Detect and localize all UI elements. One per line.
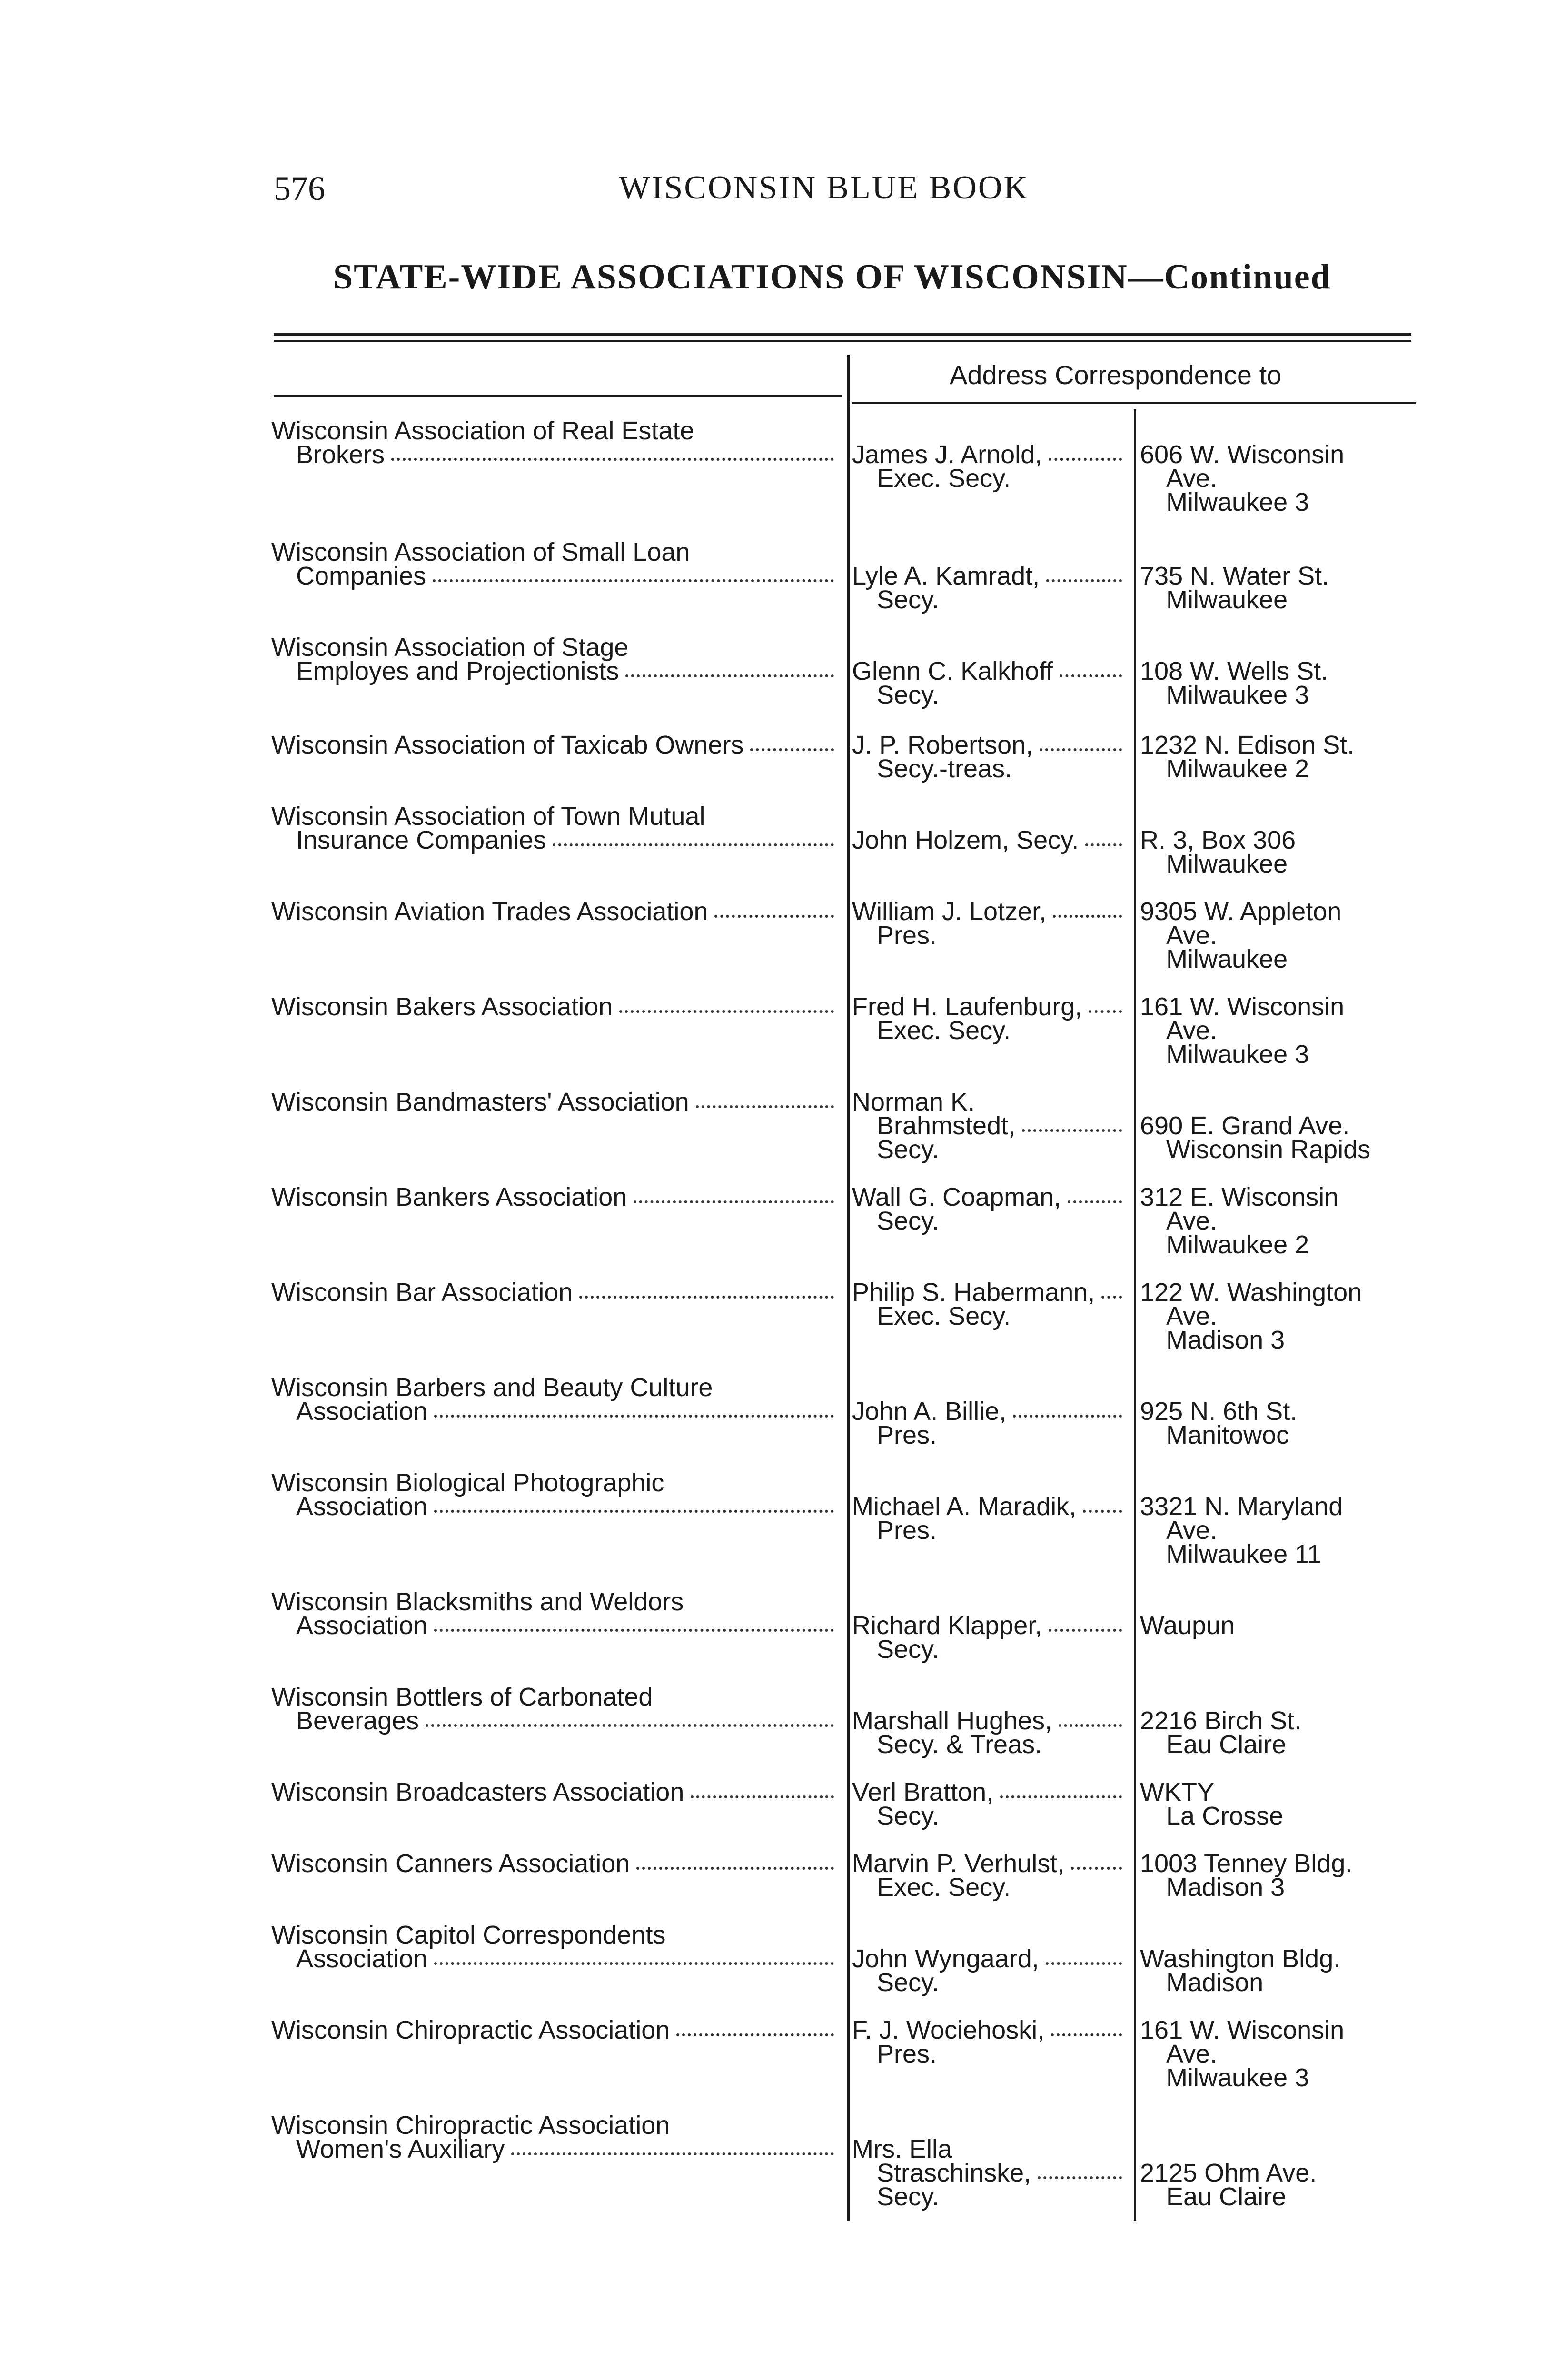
address-line: Milwaukee [1166, 850, 1288, 878]
address-cell [1140, 1849, 1521, 1902]
table-row [0, 2113, 1546, 2209]
association-name-line: Wisconsin Association of Real Estate [271, 416, 694, 445]
association-name-line: Association [296, 1611, 428, 1640]
dot-leader [1068, 1185, 1122, 1203]
officer-cell [852, 1088, 1126, 1164]
officer-cell [852, 1185, 1126, 1233]
table-row [0, 1185, 1546, 1280]
dot-leader [714, 900, 834, 918]
address-line: Eau Claire [1166, 2182, 1287, 2211]
address-line: Milwaukee [1166, 945, 1288, 973]
officer-line [852, 1730, 1126, 1759]
dot-leader [1085, 828, 1122, 846]
officer-line [852, 1185, 1126, 1209]
officer-line [852, 1135, 1126, 1164]
table-row [0, 897, 1546, 995]
table-row [0, 1280, 1546, 1376]
officer-line [852, 897, 1126, 926]
officer-cell [852, 2137, 1126, 2209]
address-cell [1140, 564, 1521, 612]
officer-text: Secy. [877, 1207, 940, 1235]
association-name [271, 416, 838, 469]
officer-line [852, 1090, 1126, 1114]
association-name [271, 1923, 838, 1971]
association-name-line: Wisconsin Chiropractic Association [271, 2016, 670, 2044]
running-title: WISCONSIN BLUE BOOK [619, 169, 1029, 206]
section-title: STATE-WIDE ASSOCIATIONS OF WISCONSIN—Continued [333, 258, 1331, 297]
officer-text: Philip S. Habermann, [852, 1278, 1095, 1307]
table-row [0, 1090, 1546, 1185]
table-row [0, 1685, 1546, 1780]
officer-line [852, 1111, 1126, 1140]
address-line: Milwaukee 2 [1166, 1230, 1309, 1259]
association-name-line-wrap [271, 828, 838, 852]
officer-text: Michael A. Maradik, [852, 1492, 1077, 1521]
address-line: 690 E. Grand Ave. [1140, 1111, 1350, 1140]
address-cell [1140, 733, 1521, 781]
officer-text: Secy. [877, 1802, 940, 1830]
officer-line [852, 1968, 1126, 1997]
officer-line [852, 1278, 1126, 1307]
dot-leader [1046, 564, 1122, 582]
column-header-address: Address Correspondence to [950, 360, 1282, 390]
officer-cell [852, 897, 1126, 950]
table-row [0, 1923, 1546, 2018]
association-name-line-wrap [271, 1611, 838, 1640]
dot-leader [1053, 900, 1122, 918]
officer-text: John A. Billie, [852, 1397, 1007, 1426]
officer-line [852, 2137, 1126, 2161]
officer-line [852, 828, 1126, 852]
officer-line [852, 1706, 1126, 1735]
officer-cell [852, 1944, 1126, 1997]
address-cell [1140, 1111, 1521, 1164]
table-row [0, 1587, 1546, 1685]
officer-text: J. P. Robertson, [852, 731, 1033, 759]
officer-line [852, 1873, 1126, 1902]
address-line: R. 3, Box 306 [1140, 826, 1296, 854]
association-name-line: Wisconsin Bankers Association [271, 1183, 627, 1211]
officer-text: William J. Lotzer, [852, 897, 1047, 926]
association-name [271, 1185, 838, 1209]
dot-leader [1071, 1852, 1122, 1870]
address-cell [1140, 1492, 1521, 1568]
dot-leader [434, 1495, 834, 1513]
dot-leader [696, 1090, 834, 1108]
association-name [271, 1780, 838, 1804]
association-name-line: Wisconsin Aviation Trades Association [271, 897, 708, 926]
address-line: 925 N. 6th St. [1140, 1397, 1298, 1426]
officer-text: Secy.-treas. [877, 754, 1012, 783]
association-name-line: Brokers [296, 440, 385, 469]
association-name-line: Employes and Projectionists [296, 657, 619, 685]
address-line: 161 W. Wisconsin [1140, 2016, 1345, 2044]
table-row [0, 635, 1546, 731]
officer-line [852, 1849, 1126, 1878]
address-line: Ave. [1166, 1207, 1218, 1235]
officer-cell [852, 659, 1126, 707]
officer-cell [852, 1849, 1126, 1902]
officer-line [852, 1516, 1126, 1545]
officer-text: Pres. [877, 921, 937, 950]
address-cell [1140, 1706, 1521, 1759]
association-name-line: Wisconsin Chiropractic Association [271, 2111, 670, 2140]
address-line: Madison 3 [1166, 1873, 1285, 1902]
officer-line [852, 440, 1126, 469]
dot-leader [511, 2137, 834, 2155]
address-line: 312 E. Wisconsin [1140, 1183, 1339, 1211]
dot-leader [433, 564, 834, 582]
officer-text: Secy. [877, 1968, 940, 1997]
address-cell [1140, 1780, 1521, 1828]
dot-leader [619, 995, 834, 1013]
name-column-header-rule [274, 395, 842, 397]
address-cell [1140, 1611, 1521, 1640]
association-name-line: Wisconsin Bottlers of Carbonated [271, 1683, 653, 1711]
dot-leader [579, 1280, 834, 1299]
page-number: 576 [274, 169, 325, 208]
association-name-line: Wisconsin Capitol Correspondents [271, 1921, 666, 1949]
officer-line [852, 1016, 1126, 1045]
address-cell [1140, 897, 1521, 973]
table-row [0, 540, 1546, 635]
association-name-line: Wisconsin Barbers and Beauty Culture [271, 1373, 713, 1402]
address-line: Ave. [1166, 464, 1218, 493]
address-line: Madison [1166, 1968, 1264, 1997]
dot-leader [553, 828, 834, 846]
officer-line [852, 1780, 1126, 1804]
address-line: Wisconsin Rapids [1166, 1135, 1371, 1164]
association-name-line: Wisconsin Biological Photographic [271, 1468, 664, 1497]
officer-text: Secy. [877, 1135, 940, 1164]
officer-text: Marshall Hughes, [852, 1706, 1052, 1735]
address-line: Ave. [1166, 1302, 1218, 1330]
officer-text: Richard Klapper, [852, 1611, 1042, 1640]
address-line: Ave. [1166, 1516, 1218, 1545]
association-name-line: Wisconsin Canners Association [271, 1849, 630, 1878]
association-name [271, 897, 838, 926]
address-cell [1140, 2018, 1521, 2090]
officer-text: Wall G. Coapman, [852, 1183, 1061, 1211]
address-line: 1003 Tenney Bldg. [1140, 1849, 1353, 1878]
dot-leader [1040, 733, 1122, 751]
table-top-rule-lower [274, 340, 1411, 342]
officer-cell [852, 440, 1126, 493]
address-line: 3321 N. Maryland [1140, 1492, 1343, 1521]
officer-text: Lyle A. Kamradt, [852, 562, 1040, 590]
address-line: La Crosse [1166, 1802, 1284, 1830]
officer-cell [852, 1280, 1126, 1328]
association-name [271, 1090, 838, 1114]
officer-text: Exec. Secy. [877, 464, 1011, 493]
association-name-line: Wisconsin Bakers Association [271, 992, 613, 1021]
dot-leader [1013, 1399, 1122, 1418]
association-name-line: Companies [296, 562, 426, 590]
dot-leader [676, 2018, 834, 2036]
officer-line [852, 921, 1126, 950]
dot-leader [426, 1709, 834, 1727]
officer-text: Secy. & Treas. [877, 1730, 1042, 1759]
association-name [271, 992, 838, 1021]
association-name [271, 804, 838, 852]
association-name-line-wrap [271, 659, 838, 683]
officer-line [852, 464, 1126, 493]
officer-line [852, 1209, 1126, 1233]
officer-line [852, 1304, 1126, 1328]
address-column-header-rule [852, 402, 1416, 404]
officer-cell [852, 733, 1126, 781]
address-cell [1140, 2161, 1521, 2209]
dot-leader [1060, 659, 1122, 677]
dot-leader [1083, 1495, 1122, 1513]
address-line: Milwaukee 3 [1166, 2063, 1309, 2092]
association-name-line: Insurance Companies [296, 826, 546, 854]
address-cell [1140, 992, 1521, 1069]
officer-line [852, 992, 1126, 1021]
officer-cell [852, 2018, 1126, 2066]
officer-cell [852, 1611, 1126, 1664]
officer-cell [852, 992, 1126, 1045]
association-name-line-wrap [271, 564, 838, 588]
officer-text: Secy. [877, 1635, 940, 1664]
address-line: 161 W. Wisconsin [1140, 992, 1345, 1021]
association-name-line: Wisconsin Bandmasters' Association [271, 1088, 689, 1116]
association-name [271, 1373, 838, 1426]
officer-text: Secy. [877, 2182, 940, 2211]
dot-leader [1089, 995, 1122, 1013]
officer-cell [852, 828, 1126, 852]
officer-line [852, 1635, 1126, 1664]
officer-line [852, 2018, 1126, 2042]
association-name-line-wrap [271, 1492, 838, 1521]
address-line: Waupun [1140, 1611, 1235, 1640]
association-name [271, 733, 838, 757]
address-line: Milwaukee 2 [1166, 754, 1309, 783]
officer-text: John Wyngaard, [852, 1944, 1039, 1973]
table-row [0, 1468, 1546, 1568]
officer-line [852, 659, 1126, 683]
address-line: Ave. [1166, 2040, 1218, 2068]
dot-leader [1051, 2018, 1122, 2036]
address-line: 606 W. Wisconsin [1140, 440, 1345, 469]
address-line: WKTY [1140, 1778, 1214, 1806]
officer-text: Marvin P. Verhulst, [852, 1849, 1065, 1878]
dot-leader [625, 659, 834, 677]
officer-text: Secy. [877, 681, 940, 709]
officer-cell [852, 1399, 1126, 1447]
officer-line [852, 1423, 1126, 1447]
dot-leader [1000, 1780, 1122, 1798]
dot-leader [1101, 1280, 1122, 1299]
address-cell [1140, 1944, 1521, 1997]
address-line: Milwaukee [1166, 585, 1288, 614]
officer-text: John Holzem, Secy. [852, 826, 1079, 854]
dot-leader [1022, 1114, 1122, 1132]
address-line: Milwaukee 3 [1166, 681, 1309, 709]
association-name-line-wrap [271, 2137, 838, 2161]
officer-line [852, 2161, 1126, 2185]
address-line: 9305 W. Appleton [1140, 897, 1342, 926]
address-line: 1232 N. Edison St. [1140, 731, 1355, 759]
association-name [271, 1685, 838, 1733]
table-row [0, 804, 1546, 900]
association-name [271, 2113, 838, 2161]
association-name [271, 2018, 838, 2042]
dot-leader [391, 443, 834, 461]
dot-leader [1049, 443, 1122, 461]
association-name-line: Wisconsin Association of Town Mutual [271, 802, 705, 831]
association-name-line: Wisconsin Broadcasters Association [271, 1778, 684, 1806]
table-row [0, 1373, 1546, 1471]
association-name-line: Association [296, 1397, 428, 1426]
association-name-line-wrap [271, 1944, 838, 1973]
association-name-line: Wisconsin Association of Taxicab Owners [271, 731, 744, 759]
officer-line [852, 585, 1126, 614]
dot-leader [691, 1780, 834, 1798]
association-name-line: Association [296, 1492, 428, 1521]
association-name-line: Wisconsin Blacksmiths and Weldors [271, 1587, 684, 1616]
dot-leader [1038, 2161, 1122, 2179]
officer-text: Norman K. [852, 1088, 975, 1116]
address-line: 2125 Ohm Ave. [1140, 2159, 1317, 2187]
officer-text: Exec. Secy. [877, 1302, 1011, 1330]
association-name [271, 1587, 838, 1640]
association-name-line: Association [296, 1944, 428, 1973]
officer-line [852, 1492, 1126, 1521]
officer-line [852, 2042, 1126, 2066]
officer-text: Exec. Secy. [877, 1873, 1011, 1902]
address-line: Manitowoc [1166, 1421, 1289, 1449]
address-line: 2216 Birch St. [1140, 1706, 1302, 1735]
table-row [0, 416, 1546, 516]
officer-line [852, 1804, 1126, 1828]
table-row [0, 992, 1546, 1090]
dot-leader [1059, 1709, 1122, 1727]
address-cell [1140, 440, 1521, 516]
officer-cell [852, 564, 1126, 612]
officer-line [852, 1611, 1126, 1640]
officer-text: Mrs. Ella [852, 2135, 952, 2163]
association-name [271, 1468, 838, 1521]
association-name-line-wrap [271, 1397, 838, 1426]
officer-text: Brahmstedt, [877, 1111, 1016, 1140]
officer-line [852, 1397, 1126, 1426]
dot-leader [634, 1185, 834, 1203]
table-row [0, 2018, 1546, 2113]
address-line: Milwaukee 3 [1166, 1040, 1309, 1069]
address-cell [1140, 1280, 1521, 1352]
address-line: Milwaukee 11 [1166, 1540, 1322, 1568]
association-name-line: Wisconsin Bar Association [271, 1278, 573, 1307]
officer-line [852, 733, 1126, 757]
officer-line [852, 754, 1126, 783]
association-name-line: Women's Auxiliary [296, 2135, 505, 2163]
officer-text: Verl Bratton, [852, 1778, 994, 1806]
address-line: 122 W. Washington [1140, 1278, 1362, 1307]
address-line: Madison 3 [1166, 1326, 1285, 1354]
officer-text: Straschinske, [877, 2159, 1031, 2187]
association-name-line: Wisconsin Association of Small Loan [271, 538, 690, 566]
officer-text: Glenn C. Kalkhoff [852, 657, 1053, 685]
officer-text: Fred H. Laufenburg, [852, 992, 1082, 1021]
dot-leader [636, 1852, 834, 1870]
association-name-line: Wisconsin Association of Stage [271, 633, 629, 662]
dot-leader [434, 1399, 834, 1418]
officer-text: Pres. [877, 1516, 937, 1545]
officer-text: James J. Arnold, [852, 440, 1042, 469]
officer-text: Secy. [877, 585, 940, 614]
dot-leader [434, 1614, 834, 1632]
officer-cell [852, 1492, 1126, 1545]
officer-text: F. J. Wociehoski, [852, 2016, 1045, 2044]
association-name [271, 1278, 838, 1307]
dot-leader [1049, 1614, 1122, 1632]
address-cell [1140, 828, 1521, 876]
association-name-line: Beverages [296, 1706, 419, 1735]
address-line: Milwaukee 3 [1166, 488, 1309, 516]
address-line: Washington Bldg. [1140, 1944, 1341, 1973]
association-name [271, 540, 838, 588]
association-name [271, 1849, 838, 1878]
address-cell [1140, 659, 1521, 707]
officer-line [852, 683, 1126, 707]
address-line: 108 W. Wells St. [1140, 657, 1328, 685]
address-line: 735 N. Water St. [1140, 562, 1329, 590]
table-top-rule-upper [274, 333, 1411, 336]
dot-leader [434, 1947, 834, 1965]
officer-text: Pres. [877, 2040, 937, 2068]
officer-line [852, 564, 1126, 588]
officer-line [852, 2182, 1126, 2211]
association-name-line-wrap [271, 1706, 838, 1735]
dot-leader [750, 733, 834, 751]
address-cell [1140, 1399, 1521, 1447]
officer-text: Pres. [877, 1421, 937, 1449]
officer-cell [852, 1706, 1126, 1759]
address-line: Ave. [1166, 1016, 1218, 1045]
address-line: Eau Claire [1166, 1730, 1287, 1759]
association-name [271, 635, 838, 683]
address-line: Ave. [1166, 921, 1218, 950]
officer-cell [852, 1780, 1126, 1828]
officer-line [852, 1944, 1126, 1973]
dot-leader [1046, 1947, 1122, 1965]
address-cell [1140, 1185, 1521, 1257]
association-name-line-wrap [271, 440, 838, 469]
officer-text: Exec. Secy. [877, 1016, 1011, 1045]
